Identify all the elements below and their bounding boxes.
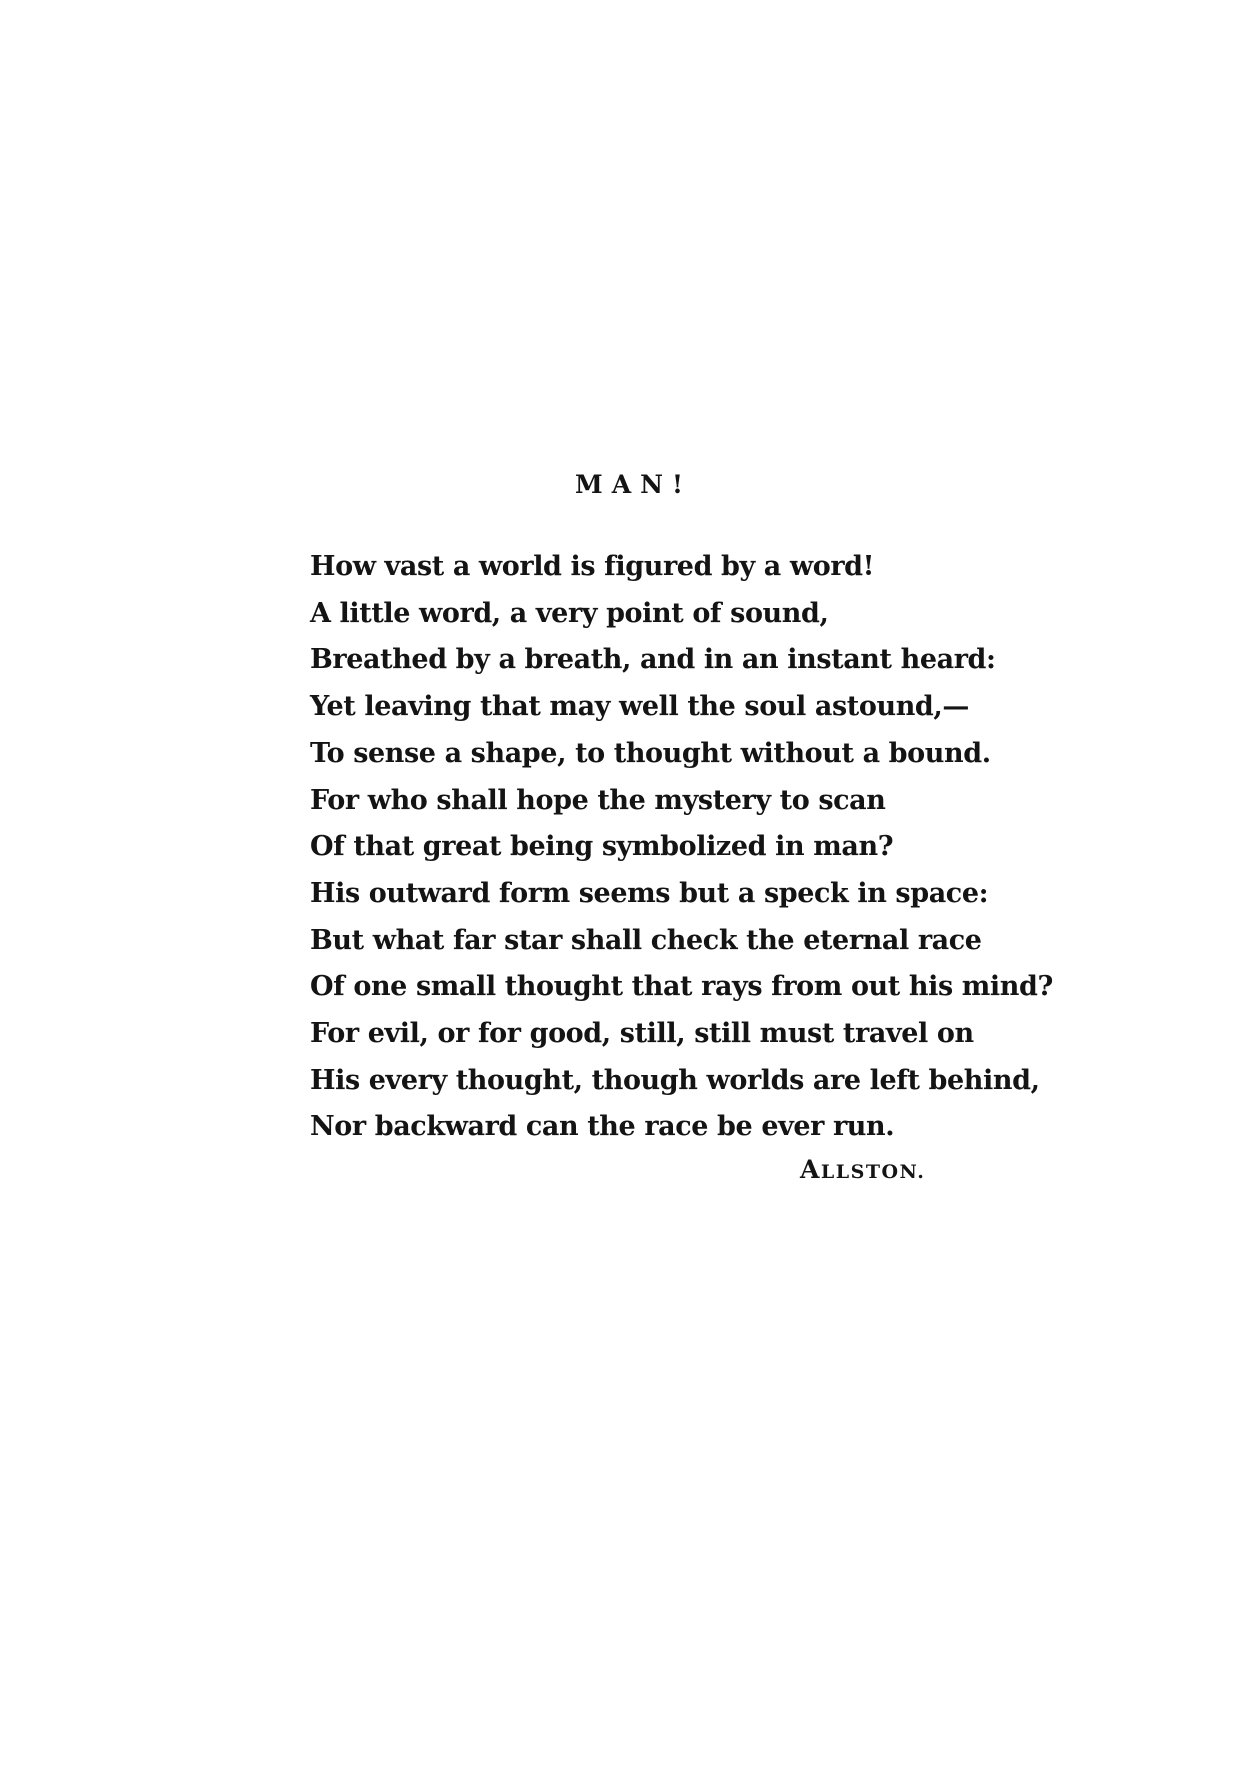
poem-line: Of one small thought that rays from out his mind? [310, 971, 1053, 1003]
poem-line: For evil, or for good, still, still must travel on [310, 1018, 974, 1050]
poem-line: But what far star shall check the eternal race [310, 924, 982, 956]
poem-line: Of that great being symbolized in man? [310, 831, 894, 863]
author-rest: LLSTON. [820, 1161, 926, 1183]
poem-line: To sense a shape, to thought without a bound. [310, 737, 991, 769]
poem-line: A little word, a very point of sound, [310, 597, 829, 629]
poem-line: Yet leaving that may well the soul astound,— [310, 691, 970, 723]
poem-line: His every thought, though worlds are left behind, [310, 1064, 1040, 1096]
poem-line: For who shall hope the mystery to scan [310, 784, 886, 816]
poem-line: How vast a world is figured by a word! [310, 551, 875, 582]
poem-line: Breathed by a breath, and in an instant heard: [310, 644, 996, 676]
poem-title: MAN! [575, 470, 692, 499]
poem-body [310, 544, 1053, 1151]
poem-line: Nor backward can the race be ever run. [310, 1111, 895, 1143]
author-initial: A [800, 1155, 821, 1184]
poem-line: His outward form seems but a speck in space: [310, 877, 989, 909]
author-attribution [800, 1155, 925, 1187]
